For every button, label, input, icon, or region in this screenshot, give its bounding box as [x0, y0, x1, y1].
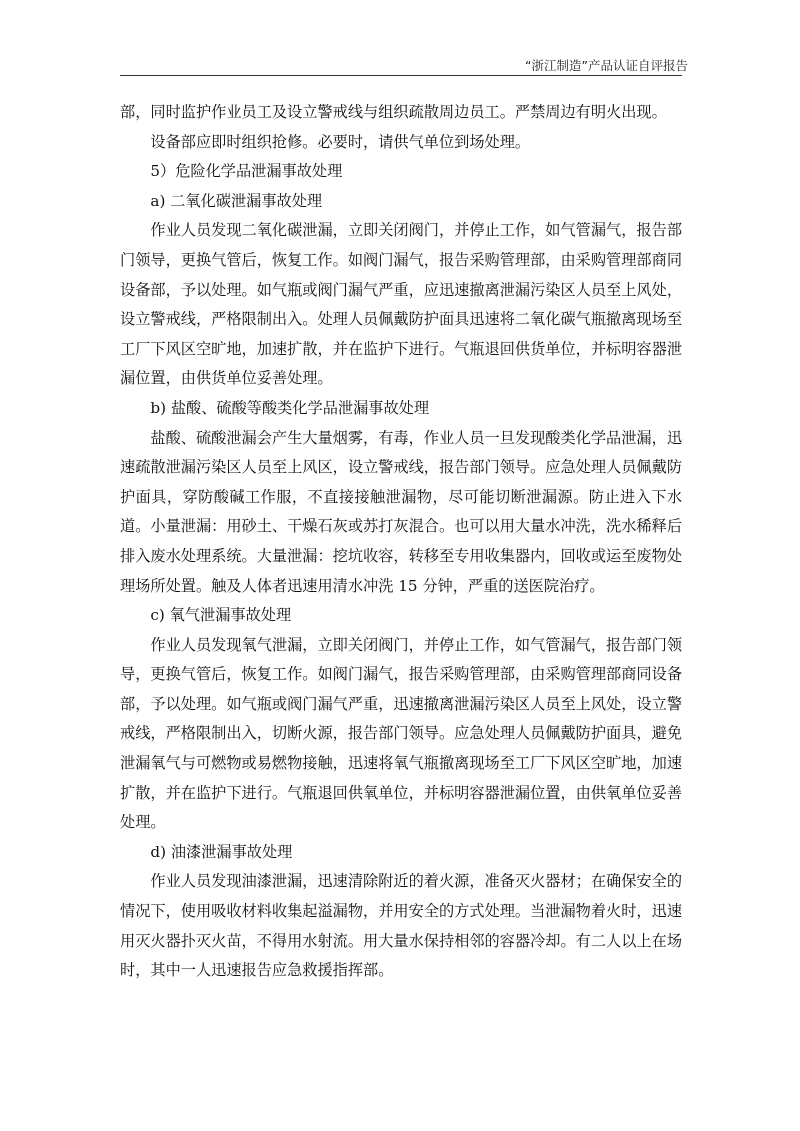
body-paragraph: 作业人员发现氧气泄漏，立即关闭阀门，并停止工作，如气管漏气，报告部门领导，更换气管后，恢复工作。如阀门漏气，报告采购管理部，由采购管理部商同设备部，予以处理。如气瓶或阀门漏气严重，迅速撤离泄漏污染区人员至上风处，设立警戒线，严格限制出入，切断火源，报告部门领导。应急处理人员佩戴防护面具，避免泄漏氧气与可燃物或易燃物接触，迅速将氧气瓶撤离现场至工厂下风区空旷地，加速扩散，并在监护下进行。气瓶退回供氧单位，并标明容器泄漏位置，由供氧单位妥善处理。 [120, 635, 682, 832]
body-paragraph: 设备部应即时组织抢修。必要时，请供气单位到场处理。 [150, 132, 531, 151]
body-paragraph: 作业人员发现油漆泄漏，迅速清除附近的着火源，准备灭火器材；在确保安全的情况下，使用吸收材料收集起溢漏物，并用安全的方式处理。当泄漏物着火时，迅速用灭火器扑灭火苗，不得用水射流。用大量水保持相邻的容器冷却。有二人以上在场时，其中一人迅速报告应急救援指挥部。 [120, 872, 682, 980]
subsection-heading: b) 盐酸、硫酸等酸类化学品泄漏事故处理 [150, 398, 430, 417]
page-header: “浙江制造”产品认证自评报告 [525, 58, 688, 73]
document-body [120, 98, 682, 986]
subsection-heading: d) 油漆泄漏事故处理 [150, 842, 293, 861]
section-heading: 5）危险化学品泄漏事故处理 [150, 162, 343, 181]
subsection-heading: c) 氧气泄漏事故处理 [150, 606, 292, 625]
header-divider [120, 75, 682, 76]
body-paragraph: 作业人员发现二氧化碳泄漏，立即关闭阀门，并停止工作，如气管漏气，报告部门领导，更换气管后，恢复工作。如阀门漏气，报告采购管理部，由采购管理部商同设备部，予以处理。如气瓶或阀门漏气严重，应迅速撤离泄漏污染区人员至上风处，设立警戒线，严格限制出入。处理人员佩戴防护面具迅速将二氧化碳气瓶撤离现场至工厂下风区空旷地，加速扩散，并在监护下进行。气瓶退回供货单位，并标明容器泄漏位置，由供货单位妥善处理。 [120, 221, 682, 388]
subsection-heading: a) 二氧化碳泄漏事故处理 [150, 191, 323, 210]
body-paragraph: 部，同时监护作业员工及设立警戒线与组织疏散周边员工。严禁周边有明火出现。 [120, 103, 667, 121]
body-paragraph: 盐酸、硫酸泄漏会产生大量烟雾，有毒，作业人员一旦发现酸类化学品泄漏，迅速疏散泄漏污染区人员至上风区，设立警戒线，报告部门领导。应急处理人员佩戴防护面具，穿防酸碱工作服，不直接接触泄漏物，尽可能切断泄漏源。防止进入下水道。小量泄漏：用砂土、干燥石灰或苏打灰混合。也可以用大量水冲洗，洗水稀释后排入废水处理系统。大量泄漏：挖坑收容，转移至专用收集器内，回收或运至废物处理场所处置。触及人体者迅速用清水冲洗 15 分钟，严重的送医院治疗。 [120, 428, 682, 595]
